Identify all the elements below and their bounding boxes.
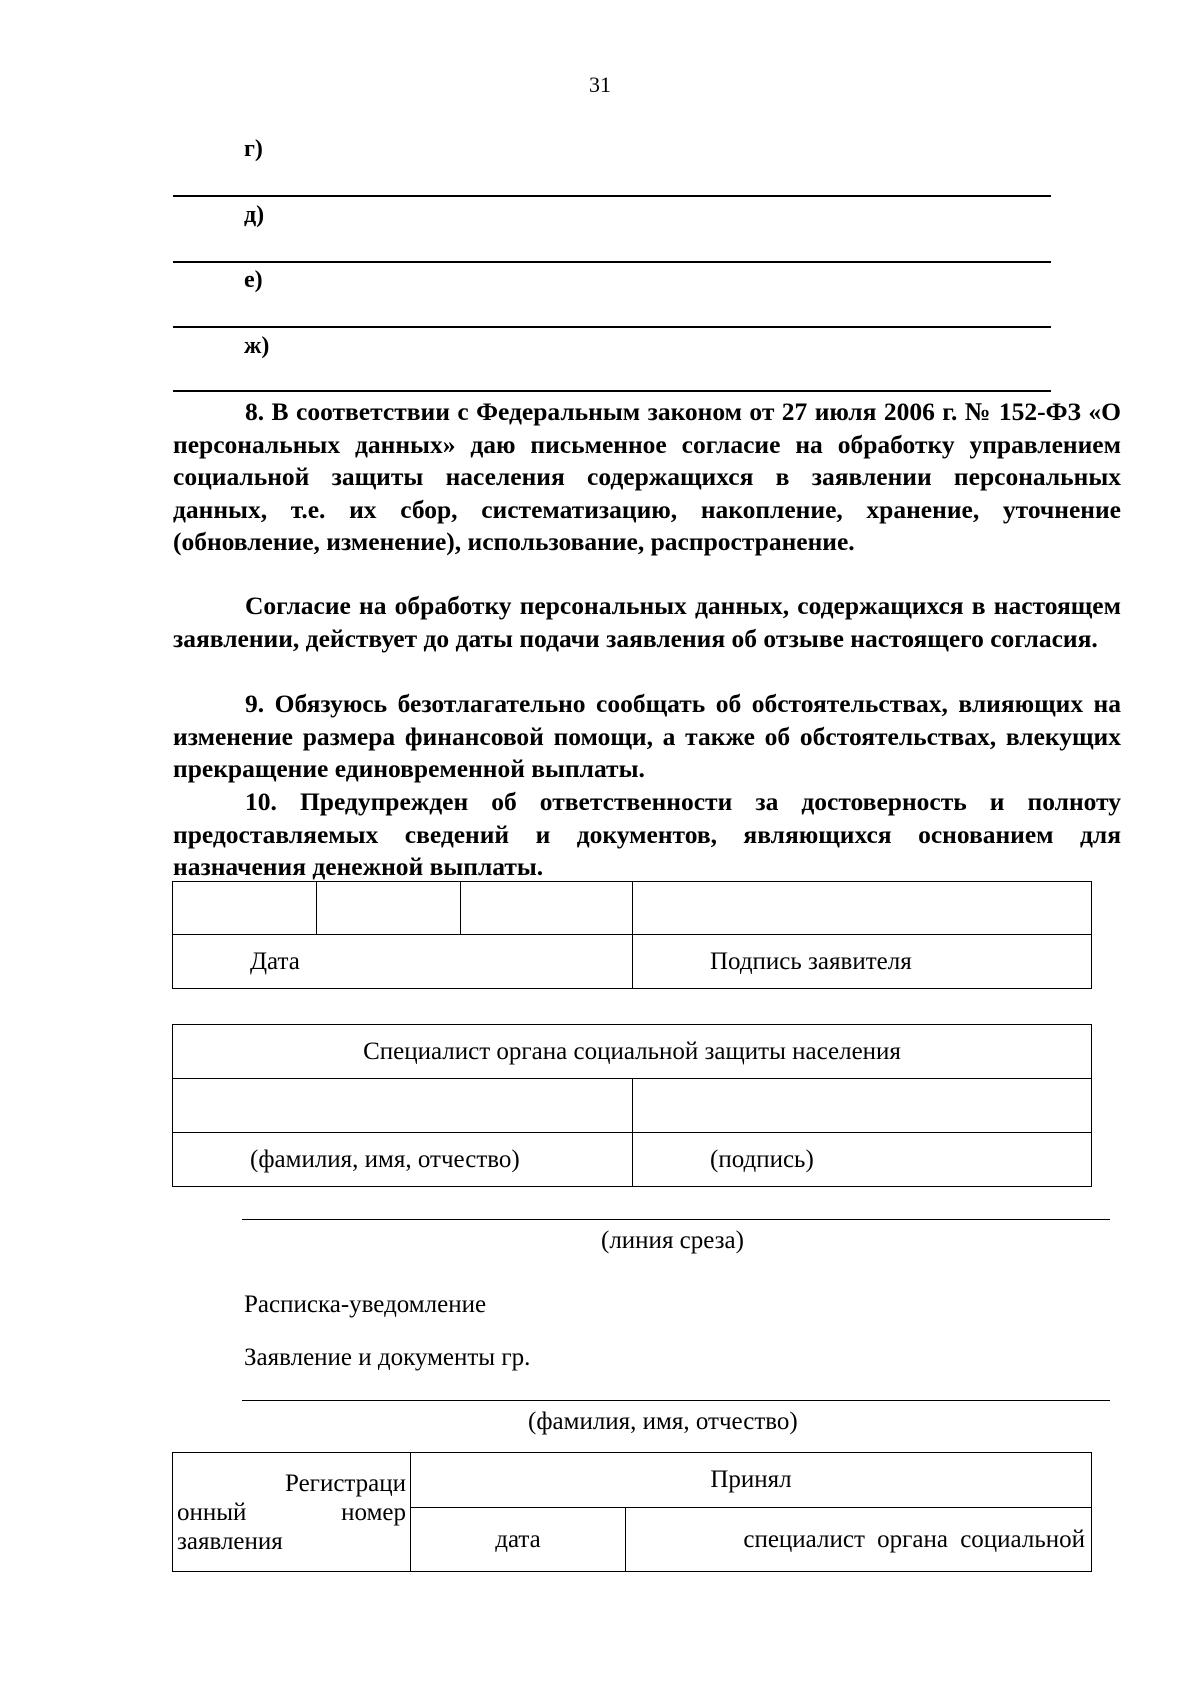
cut-line <box>242 1219 1110 1220</box>
specialist-name-label: (фамилия, имя, отчество) <box>173 1133 633 1187</box>
blank-line <box>173 195 1051 197</box>
page-number: 31 <box>589 72 611 97</box>
date-day-cell <box>173 882 317 935</box>
cut-line-label: (линия среза) <box>601 1227 744 1254</box>
signature-cell <box>633 882 1092 935</box>
signature-table <box>172 881 1092 989</box>
date-month-cell <box>317 882 461 935</box>
accepted-header: Принял <box>411 1453 1092 1508</box>
paragraph-responsibility: 10. Предупрежден об ответственности за достоверность и полноту предоставляемых сведений и документов, являющихся основанием для назначения денежной выплаты. <box>173 787 1121 882</box>
accepted-date: дата <box>411 1508 626 1572</box>
specialist-table <box>172 1024 1092 1187</box>
blank-line <box>173 261 1051 263</box>
registration-number-cell <box>173 1453 411 1572</box>
applicant-name-caption: (фамилия, имя, отчество) <box>528 1408 798 1435</box>
list-item-e: е) <box>244 267 263 293</box>
registration-table <box>172 1452 1092 1572</box>
paragraph-consent-validity: Согласие на обработку персональных данных, содержащихся в настоящем заявлении, действует до даты подачи заявления об отзыве настоящего согласия. <box>173 591 1121 653</box>
blank-line <box>173 326 1051 328</box>
date-label: Дата <box>173 935 633 989</box>
registration-number-line3: заявления <box>177 1527 283 1555</box>
list-item-zh: ж) <box>244 333 270 359</box>
receipt-documents-text: Заявление и документы гр. <box>244 1344 531 1371</box>
specialist-header: Специалист органа социальной защиты населения <box>173 1025 1092 1079</box>
signature-label: Подпись заявителя <box>633 935 1092 989</box>
accepted-specialist: специалист органа социальной <box>626 1508 1092 1572</box>
specialist-name-cell <box>173 1079 633 1133</box>
specialist-signature-cell <box>633 1079 1092 1133</box>
registration-number-line1: Регистраци <box>285 1469 406 1497</box>
paragraph-obligation: 9. Обязуюсь безотлагательно сообщать об обстоятельствах, влияющих на изменение размера финансовой помощи, а также об обстоятельствах, влекущих прекращение единовременной выплаты. <box>173 689 1121 784</box>
date-year-cell <box>461 882 633 935</box>
registration-number-line2: онный номер <box>177 1498 406 1526</box>
specialist-signature-label: (подпись) <box>633 1133 1092 1187</box>
applicant-name-line <box>242 1400 1110 1401</box>
blank-line <box>173 390 1051 392</box>
receipt-title: Расписка-уведомление <box>244 1291 487 1318</box>
list-item-d: д) <box>244 202 265 228</box>
paragraph-consent: 8. В соответствии с Федеральным законом от 27 июля 2006 г. № 152-ФЗ «О персональных данных» даю письменное согласие на обработку управлением социальной защиты населения содержащихся в заявлении персональных данных, т.е. их сбор, систематизацию, накопление, хранение, уточнение (обновление, изменение), использование, распространение. <box>173 397 1121 557</box>
list-item-g: г) <box>244 136 263 162</box>
